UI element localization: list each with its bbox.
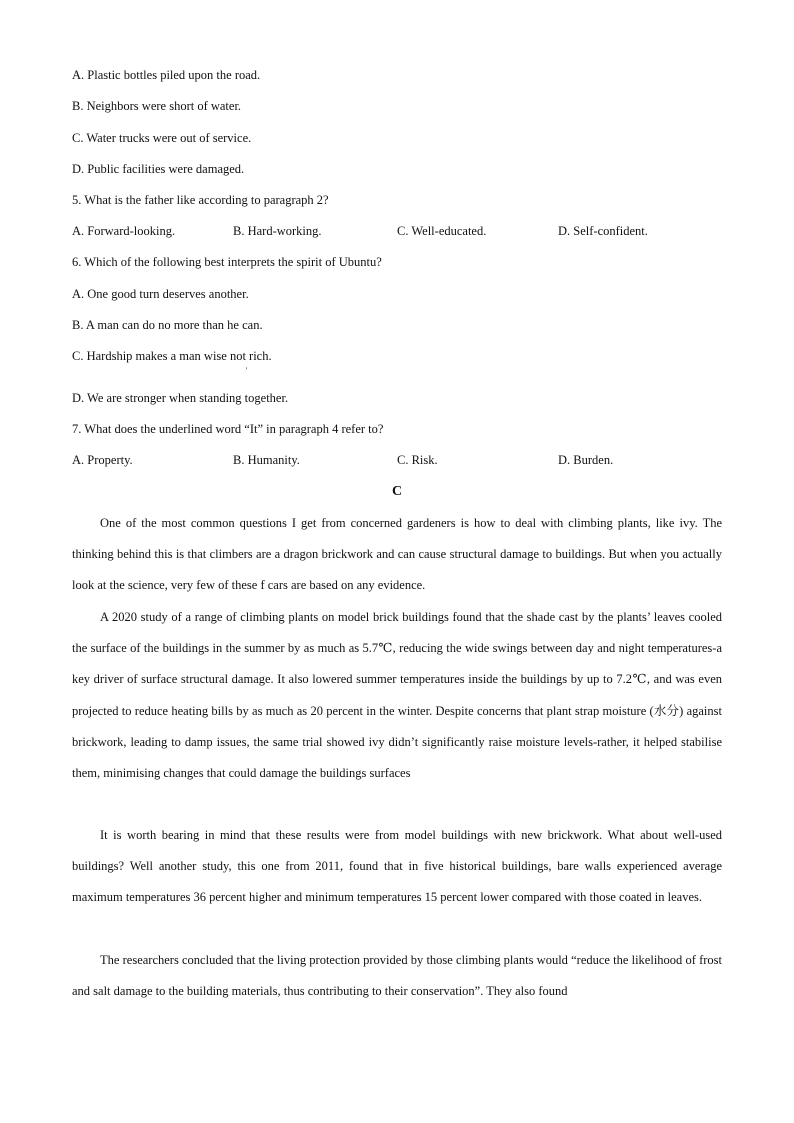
- section-heading: C: [391, 484, 403, 499]
- q6-option-a: A. One good turn deserves another.: [72, 287, 249, 301]
- q4-option-d: D. Public facilities were damaged.: [72, 162, 245, 176]
- q7-option-a: A. Property.: [72, 453, 133, 467]
- q4-option-a: A. Plastic bottles piled upon the road.: [72, 68, 261, 82]
- paragraph-1: One of the most common questions I get from concerned gardeners is how to deal with climbing plants, like ivy. The thinking behind this is that climbers are a dragon brickwork and can cause structural damage to buildings. But when you actually look at the science, very few of these f cars are based on any evidence.: [72, 516, 722, 593]
- q7-stem: 7. What does the underlined word “It” in paragraph 4 refer to?: [72, 422, 384, 436]
- q7-option-d: D. Burden.: [558, 453, 614, 467]
- q7-option-c: C. Risk.: [397, 453, 438, 467]
- q6-option-d: D. We are stronger when standing together.: [72, 391, 289, 405]
- q6-option-b: B. A man can do no more than he can.: [72, 318, 263, 332]
- paragraph-2: A 2020 study of a range of climbing plants on model brick buildings found that the shade cast by the plants’ leaves cooled the surface of the buildings in the summer by as much as 5.7℃, reducing the wide swings between day and night temperatures-a key driver of surface structural damage. It also lowered summer temperatures inside the buildings by up to 7.2℃, and was even projected to reduce heating bills by as much as 20 percent in the winter. Despite concerns that plant strap moisture (水分) against brickwork, leading to damp issues, the same trial showed ivy didn’t significantly raise moisture levels-rather, it helped stabilise them, minimising changes that could damage the buildings surfaces: [72, 610, 722, 781]
- q4-option-c: C. Water trucks were out of service.: [72, 131, 252, 145]
- q5-option-d: D. Self-confident.: [558, 224, 648, 238]
- q5-option-a: A. Forward-looking.: [72, 224, 176, 238]
- q6-option-c: C. Hardship makes a man wise not rich.: [72, 349, 272, 363]
- q5-option-c: C. Well-educated.: [397, 224, 487, 238]
- paragraph-3: It is worth bearing in mind that these results were from model buildings with new brickwork. What about well-used buildings? Well another study, this one from 2011, found that in five historical buildings, bare walls experienced average maximum temperatures 36 percent higher and minimum temperatures 15 percent lower compared with those coated in leaves.: [72, 828, 722, 905]
- q5-stem: 5. What is the father like according to paragraph 2?: [72, 193, 329, 207]
- q6-stem: 6. Which of the following best interprets the spirit of Ubuntu?: [72, 255, 382, 269]
- paragraph-4: The researchers concluded that the living protection provided by those climbing plants would “reduce the likelihood of frost and salt damage to the building materials, thus contributing to their conservation”. They also found: [72, 953, 722, 999]
- stray-mark: ': [246, 366, 248, 375]
- q4-option-b: B. Neighbors were short of water.: [72, 99, 242, 113]
- q7-option-b: B. Humanity.: [233, 453, 300, 467]
- q5-option-b: B. Hard-working.: [233, 224, 322, 238]
